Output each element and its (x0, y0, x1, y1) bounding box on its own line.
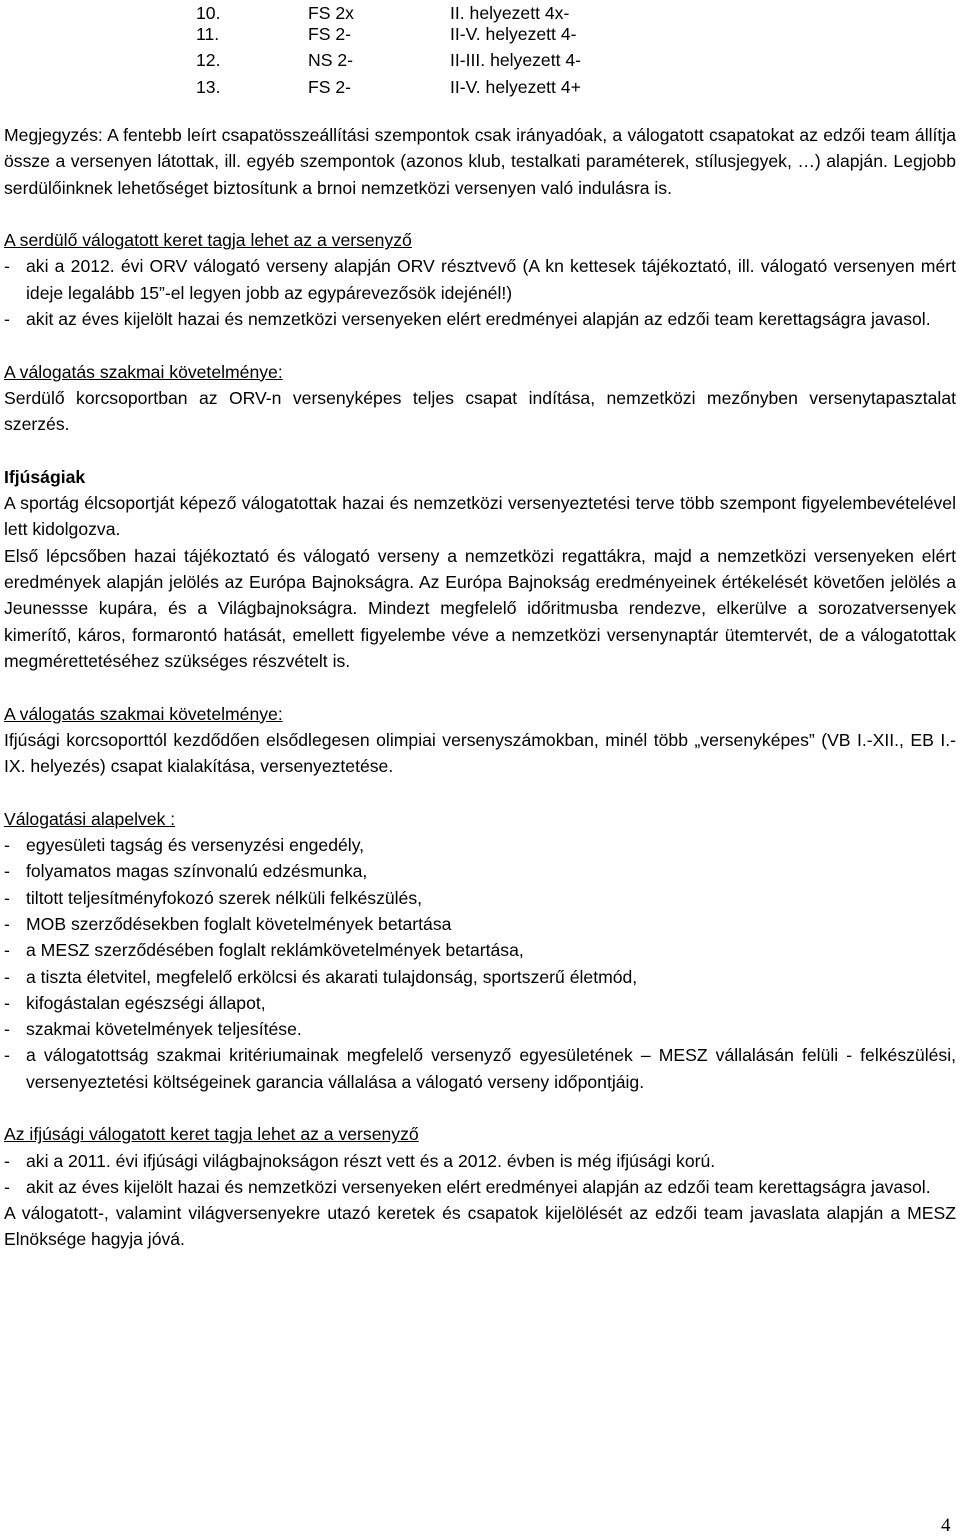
results-list (4, 0, 956, 100)
result-number: 13. (196, 77, 221, 97)
serdulo-item-text: aki a 2012. évi ORV válogató verseny alapján ORV résztvevő (A kn kettesek tájékoztató, ill. válogató versenyen mért ideje legalább 15”-el legyen jobb az egypárevezősök idejénél!) (26, 256, 956, 303)
alapelvek-item-text: folyamatos magas színvonalú edzésmunka, (26, 861, 368, 882)
ifjusagi-keret-item-text: akit az éves kijelölt hazai és nemzetközi versenyeken elért eredményei alapján az edzői team kerettagságra javasol. (26, 1176, 931, 1197)
ifjusagiak-requirement-text: Ifjúsági korcsoporttól kezdődően elsődlegesen olimpiai versenyszámokban, minél több „versenyképes” (VB I.-XII., EB I.-IX. helyezés) csapat kialakítása, versenyeztetése. (4, 729, 956, 777)
ifjusagi-keret-item: - akit az éves kijelölt hazai és nemzetközi versenyeken elért eredményei alapján az edzői team kerettagságra javasol. (4, 1176, 931, 1197)
ifjusagiak-paragraph: A sportág élcsoportját képező válogatottak hazai és nemzetközi versenyeztetési terve több szempont figyelembevételével lett kidolgozva. (4, 493, 956, 540)
ifjusagi-keret-item-text: aki a 2011. évi ifjúsági világbajnokságon részt vett és a 2012. évben is még ifjúsági korú. (26, 1150, 716, 1171)
serdulo-heading: A serdülő válogatott keret tagja lehet az a versenyző (4, 230, 412, 251)
closing-paragraph: A válogatott-, valamint világversenyekre utazó keretek és csapatok kijelölését az edzői team javaslata alapján a MESZ Elnöksége hagyja jóvá. (4, 1203, 956, 1250)
ifjusagiak-requirement-heading: A válogatás szakmai követelménye: (4, 703, 283, 724)
serdulo-item-text: akit az éves kijelölt hazai és nemzetközi versenyeken elért eredményei alapján az edzői team kerettagságra javasol. (26, 309, 931, 330)
alapelvek-item: - egyesületi tagság és versenyzési engedély, (4, 835, 365, 856)
alapelvek-item-text: a válogatottság szakmai kritériumainak megfelelő versenyző egyesületének – MESZ vállalásán felüli - felkészülési, versenyeztetési költségeinek garancia vállalása a válogató verseny időpontjáig. (26, 1045, 956, 1092)
alapelvek-item-text: MOB szerződésekben foglalt követelmények betartása (26, 913, 452, 934)
alapelvek-item: - a MESZ szerződésében foglalt reklámkövetelmények betartása, (4, 940, 524, 961)
alapelvek-item-text: szakmai követelmények teljesítése. (26, 1019, 302, 1040)
result-boat: FS 2- (308, 77, 352, 97)
result-boat: NS 2- (308, 50, 353, 70)
alapelvek-item: - szakmai követelmények teljesítése. (4, 1019, 302, 1040)
alapelvek-item-text: tiltott teljesítményfokozó szerek nélküli felkészülés, (26, 887, 423, 908)
alapelvek-heading: Válogatási alapelvek : (4, 808, 176, 829)
alapelvek-item: - a válogatottság szakmai kritériumainak megfelelő versenyző egyesületének – MESZ vállalásán felüli - felkészülési, versenyeztetési költségeinek garancia vállalása a válogató verseny időpontjáig. (4, 1045, 956, 1092)
alapelvek-item-text: a MESZ szerződésében foglalt reklámkövetelmények betartása, (26, 940, 524, 961)
alapelvek-item: - folyamatos magas színvonalú edzésmunka, (4, 861, 368, 882)
serdulo-item: - akit az éves kijelölt hazai és nemzetközi versenyeken elért eredményei alapján az edzői team kerettagságra javasol. (4, 309, 931, 330)
alapelvek-item: - a tiszta életvitel, megfelelő erkölcsi és akarati tulajdonság, sportszerű életmód, (4, 966, 638, 987)
serdulo-requirement-text: Serdülő korcsoportban az ORV-n versenyképes teljes csapat indítása, nemzetközi mezőnyben versenytapasztalat szerzés. (4, 387, 956, 435)
result-number: 11. (196, 24, 220, 44)
result-number: 12. (196, 50, 221, 70)
serdulo-item: - aki a 2012. évi ORV válogató verseny alapján ORV résztvevő (A kn kettesek tájékoztató, ill. válogató versenyen mért ideje legalább 15”-el legyen jobb az egypárevezősök idejénél!) (4, 256, 956, 303)
alapelvek-item-text: kifogástalan egészségi állapot, (26, 992, 266, 1013)
alapelvek-item: - MOB szerződésekben foglalt követelmények betartása (4, 913, 452, 934)
alapelvek-item: - kifogástalan egészségi állapot, (4, 992, 266, 1013)
result-place: II-III. helyezett 4- (450, 50, 582, 70)
ifjusagiak-heading: Ifjúságiak (4, 466, 86, 487)
document-page (4, 0, 956, 1253)
alapelvek-item-text: egyesületi tagság és versenyzési engedély, (26, 835, 365, 856)
ifjusagi-keret-heading: Az ifjúsági válogatott keret tagja lehet az a versenyző (4, 1124, 419, 1145)
ifjusagi-keret-item: - aki a 2011. évi ifjúsági világbajnokságon részt vett és a 2012. évben is még ifjúsági korú. (4, 1150, 716, 1171)
result-number: 10. (196, 3, 221, 23)
result-place: II. helyezett 4x- (450, 3, 570, 23)
alapelvek-item: - tiltott teljesítményfokozó szerek nélküli felkészülés, (4, 887, 423, 908)
result-boat: FS 2- (308, 24, 352, 44)
result-place: II-V. helyezett 4+ (450, 77, 581, 97)
page-number: 4 (941, 1515, 951, 1536)
ifjusagiak-paragraph: Első lépcsőben hazai tájékoztató és válogató verseny a nemzetközi regattákra, majd a nemzetközi versenyeken elért eredmények alapján jelölés az Európa Bajnokságra. Az Európa Bajnokság eredményeinek értékelését követően jelölés a Jeunessse kupára, és a Világbajnokságra. Mindezt megfelelő időritmusba rendezve, elkerülve a sorozatversenyek kimerítő, káros, formarontó hatását, emellett figyelembe véve a nemzetközi versenynaptár ütemtervét, de a válogatottak megmérettetéséhez szükséges részvételt is. (4, 545, 956, 671)
result-place: II-V. helyezett 4- (450, 24, 577, 44)
note-paragraph: Megjegyzés: A fentebb leírt csapatösszeállítási szempontok csak irányadóak, a válogatott csapatokat az edzői team állítja össze a versenyen látottak, ill. egyéb szempontok (azonos klub, testalkati paraméterek, stílusjegyek, …) alapján. Legjobb serdülőinknek lehetőséget biztosítunk a brnoi nemzetközi versenyen való indulásra is. (4, 125, 956, 198)
result-boat: FS 2x (308, 3, 354, 23)
alapelvek-item-text: a tiszta életvitel, megfelelő erkölcsi és akarati tulajdonság, sportszerű életmód, (26, 966, 638, 987)
serdulo-requirement-heading: A válogatás szakmai követelménye: (4, 361, 283, 382)
